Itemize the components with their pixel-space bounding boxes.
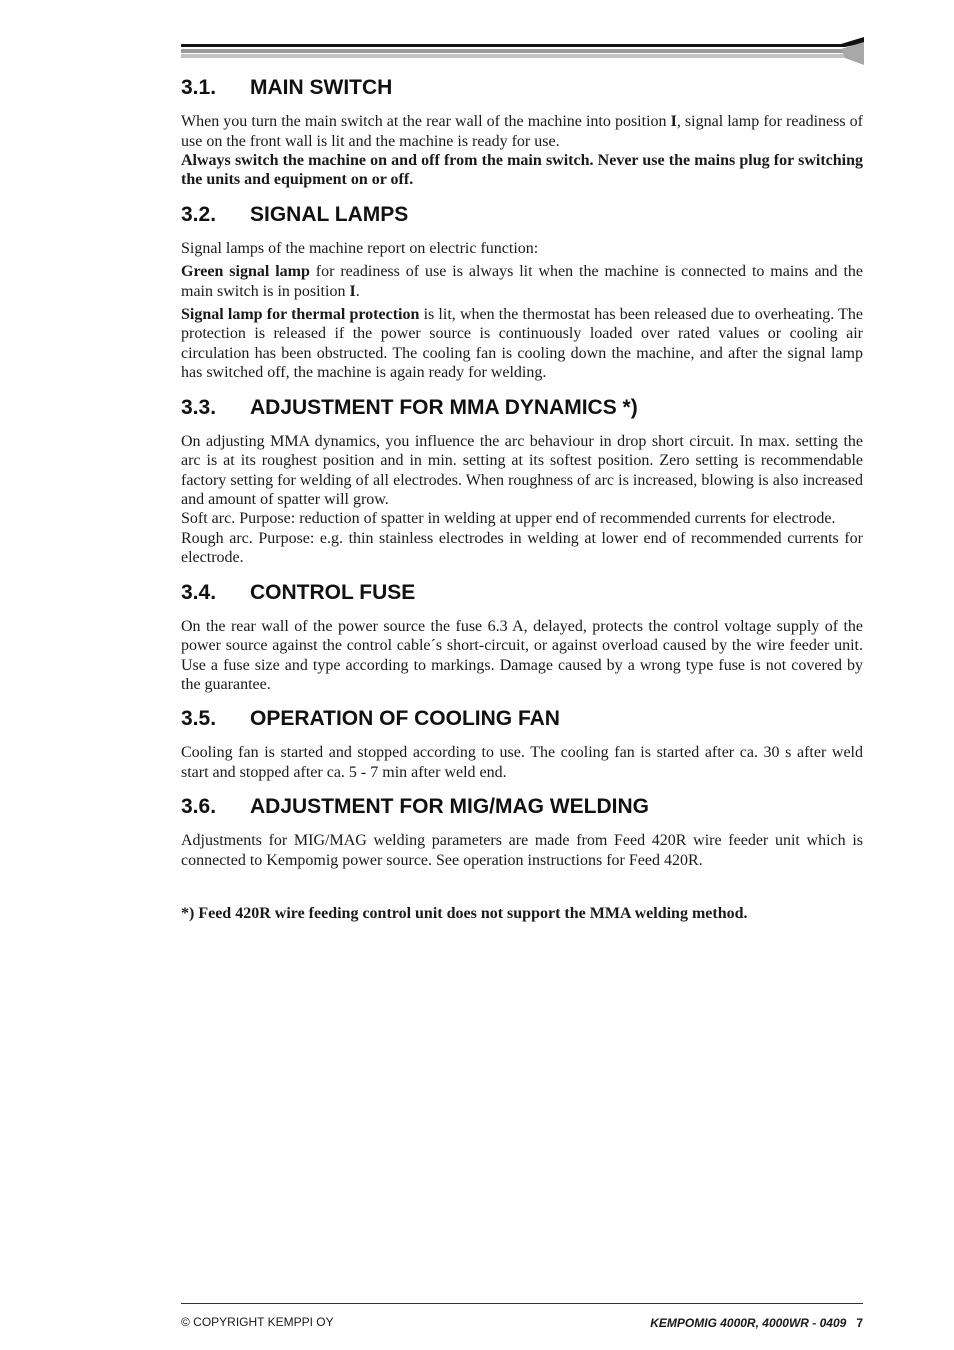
section-mma-dynamics [181,396,863,568]
footer-rule [181,1303,863,1304]
paragraph: Signal lamps of the machine report on electric function: [181,239,539,257]
paragraph: On adjusting MMA dynamics, you influence the arc behaviour in drop short circuit. In max. setting the arc is at its roughest position and in min. setting at its softest position. Zero setting is recommendable factory setting for welding of all electrodes. When roughness of arc is increased, blowing is also increased and amount of spatter will grow. [181,432,863,508]
document-body [181,76,863,928]
paragraph-warning: Always switch the machine on and off from the main switch. Never use the mains plug for switching the units and equipment on or off. [181,151,863,189]
section-heading: 3.3. ADJUSTMENT FOR MMA DYNAMICS *) [181,395,638,419]
paragraph: On the rear wall of the power source the fuse 6.3 A, delayed, protects the control voltage supply of the power source against the control cable´s short-circuit, or against overload caused by the wire feeder unit. Use a fuse size and type according to markings. Damage caused by a wrong type fuse is not covered by the guarantee. [181,617,863,693]
footer-copyright: © COPYRIGHT KEMPPI OY [181,1315,334,1329]
section-signal-lamps [181,203,863,383]
paragraph: Soft arc. Purpose: reduction of spatter in welding at upper end of recommended currents for electrode. [181,510,836,528]
section-cooling-fan [181,707,863,782]
footnote: *) Feed 420R wire feeding control unit does not support the MMA welding method. [181,905,748,923]
section-mig-mag [181,795,863,870]
section-heading: 3.5. OPERATION OF COOLING FAN [181,707,560,731]
page-number: 7 [856,1316,863,1330]
footer-doc-info [650,1316,863,1330]
paragraph: Green signal lamp for readiness of use is always lit when the machine is connected to mains and the main switch is in position I. [181,263,864,300]
paragraph: Adjustments for MIG/MAG welding parameters are made from Feed 420R wire feeder unit which is connected to Kempomig power source. See operation instructions for Feed 420R. [181,832,863,869]
section-heading: 3.6. ADJUSTMENT FOR MIG/MAG WELDING [181,795,649,819]
paragraph: Signal lamp for thermal protection is lit, when the thermostat has been released due to overheating. The protection is released if the power source is continuously loaded over rated values or cooling air circulation has been obstructed. The cooling fan is cooling down the machine, and after the signal lamp has switched off, the machine is again ready for welding. [181,306,863,382]
section-heading: 3.1. MAIN SWITCH [181,76,393,99]
paragraph: When you turn the main switch at the rear wall of the machine into position I, signal lamp for readiness of use on the front wall is lit and the machine is ready for use. [181,113,863,150]
section-heading: 3.2. SIGNAL LAMPS [181,202,409,226]
section-heading: 3.4. CONTROL FUSE [181,580,416,604]
footer-doc-id: KEMPOMIG 4000R, 4000WR - 0409 [650,1316,847,1330]
header-rule [181,36,864,66]
section-control-fuse [181,581,863,695]
paragraph: Cooling fan is started and stopped according to use. The cooling fan is started after ca. 30 s after weld start and stopped after ca. 5 - 7 min after weld end. [181,744,863,781]
section-main-switch [181,76,863,190]
paragraph: Rough arc. Purpose: e.g. thin stainless electrodes in welding at lower end of recommended currents for electrode. [181,529,863,567]
